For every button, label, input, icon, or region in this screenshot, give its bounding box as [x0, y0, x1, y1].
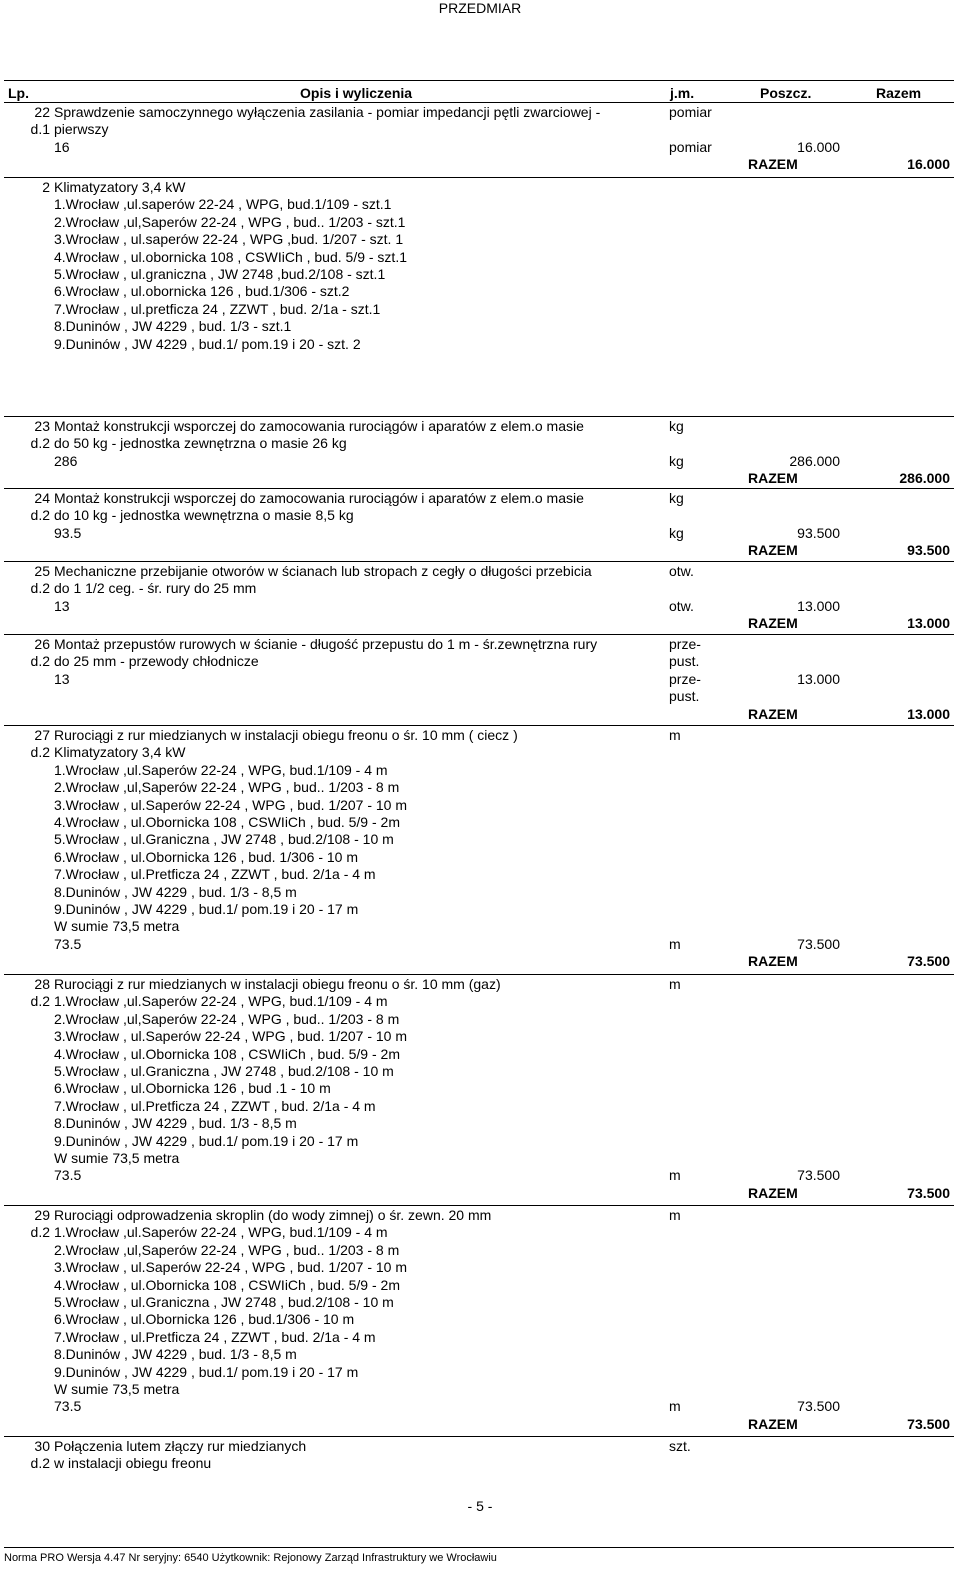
item-description-line: 7.Wrocław , ul.Pretficza 24 , ZZWT , bud. 2/1a - 4 m [54, 1097, 376, 1114]
item-description-line: 3.Wrocław , ul.Saperów 22-24 , WPG , bud. 1/207 - 10 m [54, 796, 408, 813]
item-total-label: RAZEM [748, 470, 798, 487]
item-description-line: Rurociągi z rur miedzianych w instalacji obiegu freonu o śr. 10 mm (gaz) [54, 976, 501, 992]
item-description-line: w instalacji obiegu freonu [54, 1455, 212, 1472]
item-quantity-label: 73.5 [54, 1398, 82, 1415]
item-description-line: W sumie 73,5 metra [54, 918, 180, 935]
header-poszcz: Poszcz. [760, 85, 812, 101]
item-description-line: 8.Duninów , JW 4229 , bud. 1/3 - 8,5 m [54, 1346, 297, 1363]
item-description-line: do 25 mm - przewody chłodnicze [54, 653, 259, 670]
item-quantity-value: 16.000 [797, 138, 840, 155]
item-separator [4, 416, 954, 417]
footer-rule [4, 1547, 954, 1548]
item-description-line: 6.Wrocław , ul.Obornicka 126 , bud.1/306 - 10 m [54, 1311, 355, 1328]
item-description-line: 2.Wrocław ,ul,Saperów 22-24 , WPG , bud.. 1/203 - szt.1 [54, 213, 406, 230]
item-description-line: 9.Duninów , JW 4229 , bud.1/ pom.19 i 20 - 17 m [54, 1363, 359, 1380]
item-description-line: Klimatyzatory 3,4 kW [54, 179, 186, 195]
item-lp: 25 [34, 563, 50, 579]
item-description-line: 7.Wrocław , ul.Pretficza 24 , ZZWT , bud. 2/1a - 4 m [54, 866, 376, 883]
item-description-line: Montaż konstrukcji wsporczej do zamocowania rurociągów i aparatów z elem.o masie [54, 418, 584, 434]
item-description-line: 2.Wrocław ,ul,Saperów 22-24 , WPG , bud.. 1/203 - 8 m [54, 779, 400, 796]
item-total-label: RAZEM [748, 542, 798, 559]
item-description-line: 4.Wrocław , ul.Obornicka 108 , CSWIiCh , bud. 5/9 - 2m [54, 1276, 400, 1293]
item-description-line: 9.Duninów , JW 4229 , bud.1/ pom.19 i 20 - szt. 2 [54, 335, 361, 352]
item-description-line: 1.Wrocław ,ul.Saperów 22-24 , WPG, bud.1/109 - 4 m [54, 1224, 388, 1241]
header-opis: Opis i wyliczenia [300, 85, 413, 101]
item-description-line: W sumie 73,5 metra [54, 1381, 180, 1397]
item-description-line: Klimatyzatory 3,4 kW [54, 744, 186, 761]
item-lp: d.2 [30, 993, 50, 1010]
item-description-line: 7.Wrocław , ul.pretficza 24 , ZZWT , bud. 2/1a - szt.1 [54, 300, 381, 317]
item-unit: prze- [669, 636, 701, 652]
item-description-line: W sumie 73,5 metra [54, 1150, 180, 1166]
item-quantity-value: 73.500 [797, 935, 840, 952]
item-lp: 24 [34, 490, 50, 506]
header-razem: Razem [876, 85, 922, 101]
item-lp: d.2 [30, 653, 50, 670]
item-total-value: 93.500 [907, 542, 950, 559]
item-quantity-unit: pust. [669, 688, 700, 705]
item-description-line: 9.Duninów , JW 4229 , bud.1/ pom.19 i 20 - 17 m [54, 901, 359, 917]
item-quantity-unit: m [669, 1167, 681, 1184]
item-description-line: 6.Wrocław , ul.Obornicka 126 , bud. 1/306 - 10 m [54, 848, 359, 865]
item-separator [4, 177, 954, 178]
page-number: - 5 - [467, 1498, 493, 1514]
item-description-line: Rurociągi odprowadzenia skroplin (do wody zimnej) o śr. zewn. 20 mm [54, 1207, 492, 1223]
item-lp: d.2 [30, 580, 50, 597]
item-lp: 22 [34, 104, 50, 120]
item-quantity-label: 16 [54, 138, 70, 155]
item-description-line: do 1 1/2 ceg. - śr. rury do 25 mm [54, 580, 257, 597]
item-unit: kg [669, 418, 684, 434]
item-lp: 23 [34, 418, 50, 434]
item-unit: szt. [669, 1438, 691, 1454]
item-total-label: RAZEM [748, 953, 798, 970]
item-description-line: 1.Wrocław ,ul.Saperów 22-24 , WPG, bud.1/109 - 4 m [54, 761, 388, 778]
item-quantity-unit: m [669, 1398, 681, 1415]
item-quantity-label: 73.5 [54, 1167, 82, 1184]
item-total-value: 286.000 [899, 470, 950, 487]
item-description-line: do 10 kg - jednostka wewnętrzna o masie 8,5 kg [54, 507, 354, 524]
item-unit: m [669, 976, 681, 992]
item-total-value: 16.000 [907, 156, 950, 173]
item-lp: d.2 [30, 1455, 50, 1472]
item-total-value: 73.500 [907, 953, 950, 970]
item-separator [4, 974, 954, 975]
item-quantity-unit: kg [669, 452, 684, 469]
item-lp: d.2 [30, 744, 50, 761]
item-quantity-label: 286 [54, 452, 78, 469]
item-description-line: 3.Wrocław , ul.Saperów 22-24 , WPG , bud. 1/207 - 10 m [54, 1028, 408, 1045]
item-quantity-value: 73.500 [797, 1398, 840, 1415]
item-total-label: RAZEM [748, 1184, 798, 1201]
item-total-value: 73.500 [907, 1184, 950, 1201]
item-lp: 26 [34, 636, 50, 652]
item-lp: 29 [34, 1207, 50, 1223]
item-total-label: RAZEM [748, 1415, 798, 1432]
item-description-line: 9.Duninów , JW 4229 , bud.1/ pom.19 i 20 - 17 m [54, 1132, 359, 1149]
item-separator [4, 1205, 954, 1206]
item-description-line: 8.Duninów , JW 4229 , bud. 1/3 - 8,5 m [54, 1115, 297, 1132]
footer-text: Norma PRO Wersja 4.47 Nr seryjny: 6540 Użytkownik: Rejonowy Zarząd Infrastruktury we Wrocławiu [4, 1552, 497, 1564]
item-quantity-value: 73.500 [797, 1167, 840, 1184]
item-total-value: 13.000 [907, 705, 950, 722]
item-quantity-value: 286.000 [789, 452, 840, 469]
item-description-line: 4.Wrocław , ul.Obornicka 108 , CSWIiCh , bud. 5/9 - 2m [54, 1045, 400, 1062]
item-lp: d.2 [30, 507, 50, 524]
item-unit: pomiar [669, 104, 712, 120]
item-description-line: do 50 kg - jednostka zewnętrzna o masie 26 kg [54, 435, 347, 452]
item-description-line: 8.Duninów , JW 4229 , bud. 1/3 - szt.1 [54, 318, 292, 335]
item-description-line: 2.Wrocław ,ul,Saperów 22-24 , WPG , bud.. 1/203 - 8 m [54, 1010, 400, 1027]
item-total-label: RAZEM [748, 156, 798, 173]
item-quantity-unit: otw. [669, 597, 694, 614]
item-total-label: RAZEM [748, 615, 798, 632]
item-quantity-value: 13.000 [797, 597, 840, 614]
item-description-line: 3.Wrocław , ul.Saperów 22-24 , WPG , bud. 1/207 - 10 m [54, 1259, 408, 1276]
item-description-line: Rurociągi z rur miedzianych w instalacji obiegu freonu o śr. 10 mm ( ciecz ) [54, 727, 518, 743]
item-lp: 27 [34, 727, 50, 743]
item-separator [4, 561, 954, 562]
item-unit: pust. [669, 653, 700, 670]
item-quantity-label: 13 [54, 597, 70, 614]
item-description-line: Sprawdzenie samoczynnego wyłączenia zasilania - pomiar impedancji pętli zwarciowej - [54, 104, 601, 120]
item-unit: otw. [669, 563, 694, 579]
item-description-line: 4.Wrocław , ul.obornicka 108 , CSWIiCh , bud. 5/9 - szt.1 [54, 248, 408, 265]
item-lp: d.1 [30, 121, 50, 138]
item-quantity-value: 93.500 [797, 524, 840, 541]
item-description-line: 6.Wrocław , ul.obornicka 126 , bud.1/306 - szt.2 [54, 283, 350, 300]
item-description-line: 5.Wrocław , ul.Graniczna , JW 2748 , bud.2/108 - 10 m [54, 1294, 394, 1310]
item-description-line: 1.Wrocław ,ul.Saperów 22-24 , WPG, bud.1/109 - 4 m [54, 993, 388, 1010]
item-description-line: Montaż konstrukcji wsporczej do zamocowania rurociągów i aparatów z elem.o masie [54, 490, 584, 506]
header-top-rule [4, 80, 954, 81]
item-description-line: Mechaniczne przebijanie otworów w ścianach lub stropach z cegły o długości przebicia [54, 563, 592, 579]
item-description-line: pierwszy [54, 121, 109, 138]
item-unit: kg [669, 490, 684, 506]
item-unit: m [669, 1207, 681, 1223]
header-lp: Lp. [8, 85, 29, 101]
item-separator [4, 634, 954, 635]
item-quantity-value: 13.000 [797, 670, 840, 687]
header-jm: j.m. [670, 85, 695, 101]
item-separator [4, 725, 954, 726]
item-total-value: 13.000 [907, 615, 950, 632]
item-description-line: 1.Wrocław ,ul.saperów 22-24 , WPG, bud.1/109 - szt.1 [54, 196, 392, 213]
item-total-label: RAZEM [748, 705, 798, 722]
item-total-value: 73.500 [907, 1415, 950, 1432]
item-description-line: 5.Wrocław , ul.graniczna , JW 2748 ,bud.2/108 - szt.1 [54, 266, 386, 282]
table-header [4, 82, 954, 103]
item-separator [4, 488, 954, 489]
item-lp: d.2 [30, 435, 50, 452]
item-quantity-unit: pomiar [669, 138, 712, 155]
item-separator [4, 1436, 954, 1437]
item-lp: d.2 [30, 1224, 50, 1241]
item-quantity-label: 13 [54, 670, 70, 687]
item-description-line: Montaż przepustów rurowych w ścianie - długość przepustu do 1 m - śr.zewnętrzna rury [54, 636, 598, 652]
item-description-line: Połączenia lutem złączy rur miedzianych [54, 1438, 307, 1454]
item-description-line: 3.Wrocław , ul.saperów 22-24 , WPG ,bud. 1/207 - szt. 1 [54, 231, 404, 248]
item-lp: 30 [34, 1438, 50, 1454]
item-description-line: 4.Wrocław , ul.Obornicka 108 , CSWIiCh , bud. 5/9 - 2m [54, 814, 400, 830]
item-lp: 28 [34, 976, 50, 992]
item-lp: 2 [42, 179, 50, 195]
item-unit: m [669, 727, 681, 743]
item-description-line: 8.Duninów , JW 4229 , bud. 1/3 - 8,5 m [54, 883, 297, 900]
item-quantity-unit: kg [669, 524, 684, 541]
item-description-line: 5.Wrocław , ul.Graniczna , JW 2748 , bud.2/108 - 10 m [54, 1063, 394, 1079]
item-quantity-unit: m [669, 935, 681, 952]
page-title: PRZEDMIAR [438, 0, 522, 16]
item-quantity-label: 93.5 [54, 524, 82, 541]
item-description-line: 6.Wrocław , ul.Obornicka 126 , bud .1 - 10 m [54, 1080, 331, 1097]
item-quantity-unit: prze- [669, 670, 701, 687]
item-description-line: 2.Wrocław ,ul,Saperów 22-24 , WPG , bud.. 1/203 - 8 m [54, 1241, 400, 1258]
item-description-line: 5.Wrocław , ul.Graniczna , JW 2748 , bud.2/108 - 10 m [54, 831, 394, 848]
item-quantity-label: 73.5 [54, 935, 82, 952]
item-description-line: 7.Wrocław , ul.Pretficza 24 , ZZWT , bud. 2/1a - 4 m [54, 1328, 376, 1345]
